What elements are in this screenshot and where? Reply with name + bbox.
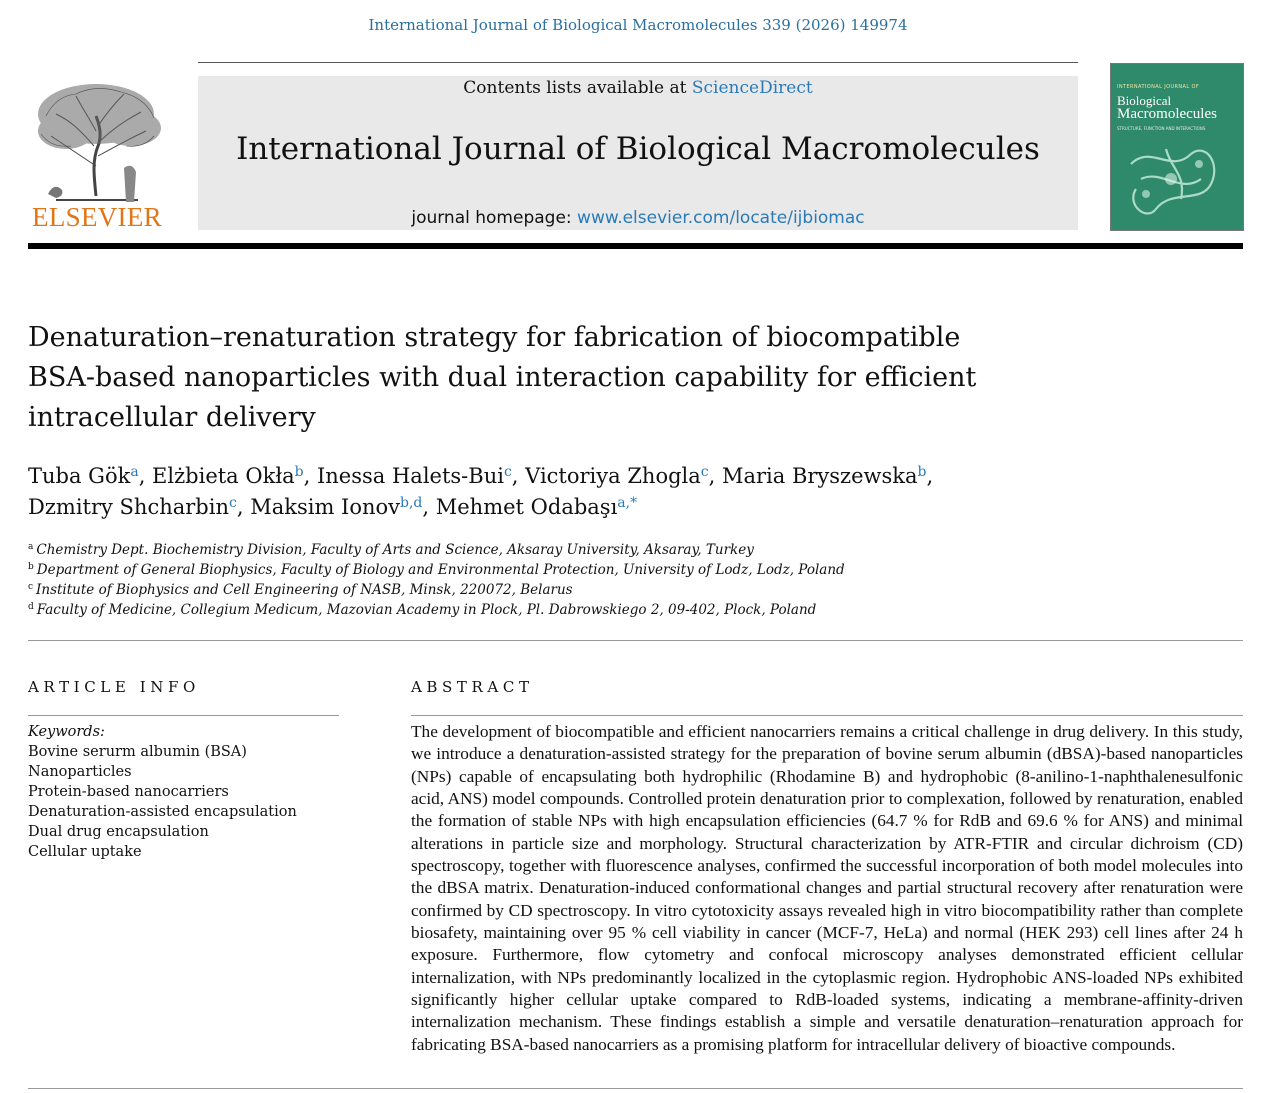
author-list: Tuba Gök$^a$, Elżbieta Okła$^b$, Inessa Halets-Bui$^c$, Victoriya Zhogla$^c$, Maria Bryszewska$^b$, Dzmitry Shcharbin$^c$, Maksim Ionov$^{b,d}$, Mehmet Odabaşı$^{a,*}$ (28, 464, 934, 519)
affiliation-list (28, 540, 1128, 620)
abstract-rule (411, 715, 1243, 716)
author-name[interactable]: Tuba Gök (28, 464, 131, 488)
author-name[interactable]: Victoriya Zhogla (525, 464, 701, 488)
journal-cover-thumbnail[interactable] (1110, 63, 1244, 231)
cover-subtitle: STRUCTURE, FUNCTION AND INTERACTIONS (1117, 126, 1206, 131)
header-top-rule (198, 62, 1078, 63)
author-name[interactable]: Dzmitry Shcharbin (28, 495, 229, 519)
affiliation-item: $^d$ Faculty of Medicine, Collegium Medicum, Mazovian Academy in Plock, Pl. Dabrowskiego 2, 09-402, Plock, Poland (28, 602, 817, 618)
keyword-item: Dual drug encapsulation (28, 824, 209, 840)
journal-banner (198, 76, 1078, 230)
keyword-item: Nanoparticles (28, 764, 132, 780)
author-affiliation-mark[interactable]: a,* (617, 495, 638, 511)
article-title: Denaturation–renaturation strategy for fabrication of biocompatible BSA-based nanoparticles with dual interaction capability for efficient intracellular delivery (28, 322, 977, 433)
keyword-item: Denaturation-assisted encapsulation (28, 804, 297, 820)
author-affiliation-mark[interactable]: b (294, 464, 304, 480)
author-affiliation-mark[interactable]: c (229, 495, 237, 511)
section-divider (28, 640, 1243, 641)
keyword-item: Cellular uptake (28, 844, 142, 860)
bottom-rule (28, 1088, 1243, 1089)
article-info-heading: ARTICLE INFO (28, 678, 200, 696)
abstract-body: The development of biocompatible and efficient nanocarriers remains a critical challenge in drug delivery. In this study, we introduce a denaturation-assisted strategy for the preparation of bovine serum albumin (dBSA)-based nanoparticles (NPs) capable of encapsulating both hydrophilic (Rhodamine B) and hydrophobic (8-anilino-1-naphthalenesulfonic acid, ANS) model compounds. Controlled protein denaturation prior to complexation, followed by renaturation, enabled the formation of stable NPs with high encapsulation efficiencies (64.7 % for RdB and 69.6 % for ANS) and minimal alterations in particle size and morphology. Structural characterization by ATR-FTIR and circular dichroism (CD) spectroscopy, together with fluorescence analyses, confirmed the successful incorporation of both model molecules into the dBSA matrix. Denaturation-induced conformational changes and partial structural recovery after renaturation were confirmed by CD spectroscopy. In vitro cytotoxicity assays revealed high in vitro biocompatibility rather than complete biosafety, maintaining over 95 % cell viability in cancer (MCF-7, HeLa) and normal (HEK 293) cell lines after 24 h exposure. Furthermore, flow cytometry and confocal microscopy analyses demonstrated efficient cellular internalization, with NPs predominantly localized in the cytoplasmic region. Hydrophobic ANS-loaded NPs exhibited significantly higher cellular uptake compared to RdB-loaded systems, indicating a membrane-affinity-driven internalization mechanism. These findings establish a simple and versatile denaturation–renaturation approach for fabricating BSA-based nanocarriers as a promising platform for intracellular delivery of bioactive compounds. (411, 722, 1243, 1054)
elsevier-wordmark: ELSEVIER (32, 202, 162, 232)
author-name[interactable]: Mehmet Odabaşı (435, 495, 618, 519)
article-info-rule (28, 715, 339, 716)
author-name[interactable]: Maksim Ionov (250, 495, 401, 519)
author-name[interactable]: Elżbieta Okła (152, 464, 295, 488)
keyword-item: Bovine serurm albumin (BSA) (28, 744, 247, 760)
keyword-item: Protein-based nanocarriers (28, 784, 229, 800)
author-affiliation-mark[interactable]: c (700, 464, 709, 480)
journal-citation-link[interactable]: International Journal of Biological Macromolecules 339 (2026) 149974 (368, 16, 908, 34)
author-name[interactable]: Maria Bryszewska (721, 464, 918, 488)
journal-name: International Journal of Biological Macromolecules (236, 131, 1040, 167)
affiliation-item: $^c$ Institute of Biophysics and Cell Engineering of NASB, Minsk, 220072, Belarus (28, 582, 573, 598)
contents-available-line (198, 78, 1078, 98)
author-affiliation-mark[interactable]: b (917, 464, 927, 480)
author-affiliation-mark[interactable]: a (130, 464, 139, 480)
abstract-heading: ABSTRACT (411, 678, 534, 696)
contents-prefix: Contents lists available at (463, 78, 692, 98)
homepage-prefix: journal homepage: (411, 208, 578, 228)
author-affiliation-mark[interactable]: c (503, 464, 512, 480)
affiliation-item: $^b$ Department of General Biophysics, Faculty of Biology and Environmental Protection, University of Lodz, Lodz, Poland (28, 562, 845, 578)
author-name[interactable]: Inessa Halets-Bui (316, 464, 504, 488)
journal-homepage-link[interactable]: www.elsevier.com/locate/ijbiomac (577, 208, 865, 228)
cover-title-line2: Macromolecules (1117, 106, 1217, 122)
header-thick-rule (28, 243, 1243, 249)
sciencedirect-link[interactable]: ScienceDirect (691, 78, 813, 98)
cover-title-line1: Biological (1117, 93, 1172, 108)
keywords-list (28, 742, 348, 862)
keywords-label: Keywords: (28, 724, 105, 740)
affiliation-item: $^a$ Chemistry Dept. Biochemistry Division, Faculty of Arts and Science, Aksaray University, Aksaray, Turkey (28, 542, 754, 558)
cover-protein-illustration (1111, 134, 1243, 230)
author-affiliation-mark[interactable]: b,d (400, 495, 423, 511)
keywords-block (28, 722, 348, 862)
journal-homepage-line (198, 208, 1078, 228)
cover-small-text: INTERNATIONAL JOURNAL OF (1117, 84, 1200, 90)
